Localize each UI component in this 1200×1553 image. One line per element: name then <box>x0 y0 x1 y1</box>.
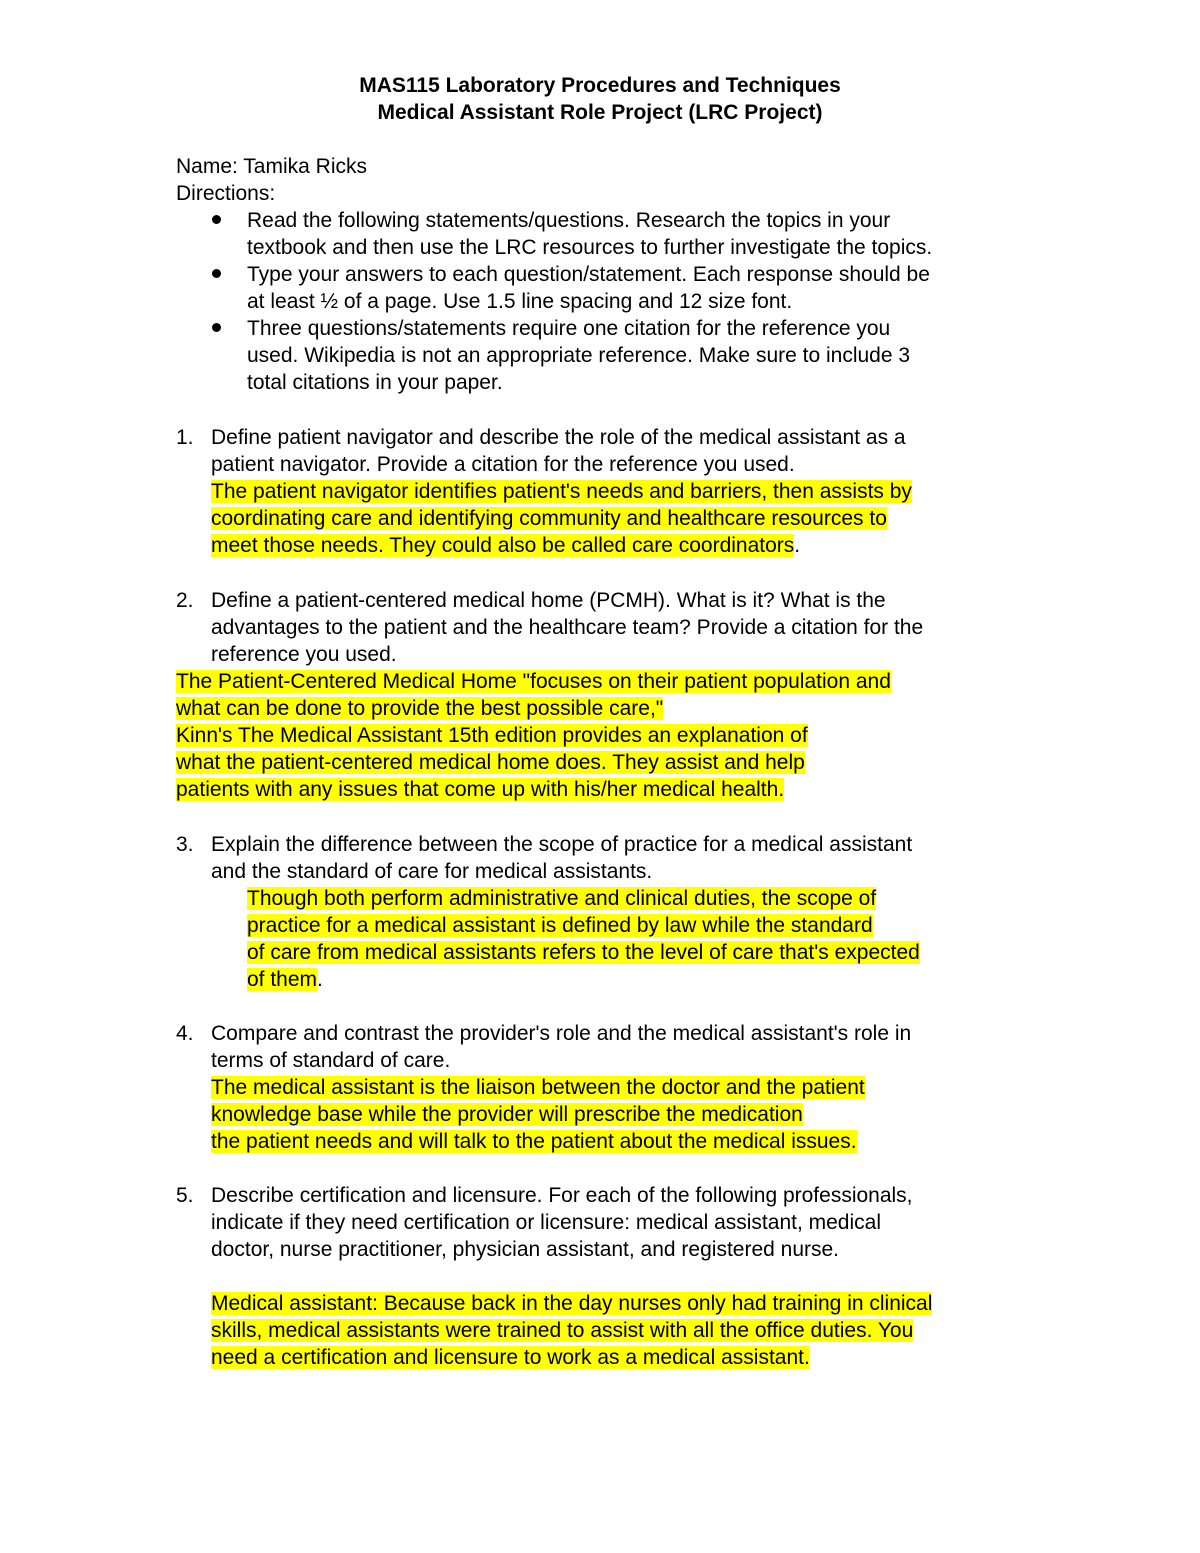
document-subtitle: Medical Assistant Role Project (LRC Project) <box>377 101 823 124</box>
directions-label: Directions: <box>176 182 276 205</box>
answer-tail: . <box>317 968 323 991</box>
answer-highlight: The Patient-Centered Medical Home "focuses on their patient population and <box>176 670 891 693</box>
answer-highlight: what can be done to provide the best possible care," <box>176 697 664 720</box>
bullet-icon <box>212 323 221 332</box>
answer-line <box>176 668 891 695</box>
answer-highlight: Medical assistant: Because back in the day nurses only had training in clinical <box>211 1292 933 1315</box>
bullet-icon <box>212 215 221 224</box>
answer-line <box>176 722 808 749</box>
question-prompt: and the standard of care for medical assistants. <box>211 860 653 883</box>
answer-line <box>176 695 663 722</box>
question-number: 4. <box>176 1022 194 1045</box>
question-prompt: reference you used. <box>211 643 397 666</box>
direction-line: Three questions/statements require one citation for the reference you <box>247 317 891 340</box>
answer-line <box>211 1101 803 1128</box>
question-prompt: Define patient navigator and describe the role of the medical assistant as a <box>211 426 906 449</box>
answer-highlight: skills, medical assistants were trained to assist with all the office duties. You <box>211 1319 914 1342</box>
document-title: MAS115 Laboratory Procedures and Techniques <box>359 74 841 97</box>
answer-highlight: what the patient-centered medical home does. They assist and help <box>176 751 805 774</box>
answer-line <box>211 1128 857 1155</box>
answer-line <box>176 776 784 803</box>
question-prompt: patient navigator. Provide a citation for the reference you used. <box>211 453 795 476</box>
answer-highlight: coordinating care and identifying community and healthcare resources to <box>211 507 887 530</box>
question-prompt: advantages to the patient and the healthcare team? Provide a citation for the <box>211 616 924 639</box>
answer-highlight: the patient needs and will talk to the patient about the medical issues. <box>211 1130 857 1153</box>
question-prompt: Compare and contrast the provider's role and the medical assistant's role in <box>211 1022 912 1045</box>
answer-line <box>211 478 912 505</box>
direction-line: Read the following statements/questions. Research the topics in your <box>247 209 891 232</box>
direction-line: Type your answers to each question/statement. Each response should be <box>247 263 930 286</box>
answer-highlight: knowledge base while the provider will prescribe the medication <box>211 1103 803 1126</box>
answer-highlight: meet those needs. They could also be called care coordinators <box>211 534 795 557</box>
answer-line <box>247 912 873 939</box>
student-name: Name: Tamika Ricks <box>176 155 367 178</box>
answer-tail: . <box>794 534 801 557</box>
direction-line: at least ½ of a page. Use 1.5 line spacing and 12 size font. <box>247 290 793 313</box>
answer-highlight: The medical assistant is the liaison between the doctor and the patient <box>211 1076 865 1099</box>
question-prompt: Explain the difference between the scope of practice for a medical assistant <box>211 833 913 856</box>
answer-line <box>247 966 323 993</box>
answer-highlight: Though both perform administrative and clinical duties, the scope of <box>247 887 877 910</box>
question-number: 5. <box>176 1184 194 1207</box>
direction-line: textbook and then use the LRC resources to further investigate the topics. <box>247 236 933 259</box>
question-number: 2. <box>176 589 194 612</box>
question-number: 3. <box>176 833 194 856</box>
answer-highlight: need a certification and licensure to work as a medical assistant. <box>211 1346 810 1369</box>
bullet-icon <box>212 269 221 278</box>
answer-highlight: patients with any issues that come up with his/her medical health. <box>176 778 785 801</box>
answer-line <box>211 532 800 559</box>
answer-line <box>211 1290 932 1317</box>
answer-line <box>211 1317 913 1344</box>
answer-line <box>211 1344 810 1371</box>
question-number: 1. <box>176 426 194 449</box>
question-prompt: Define a patient-centered medical home (PCMH). What is it? What is the <box>211 589 886 612</box>
direction-line: total citations in your paper. <box>247 371 503 394</box>
question-prompt: indicate if they need certification or licensure: medical assistant, medical <box>211 1211 881 1234</box>
question-prompt: Describe certification and licensure. For each of the following professionals, <box>211 1184 913 1207</box>
answer-line <box>247 939 920 966</box>
answer-line <box>211 1074 865 1101</box>
answer-line <box>247 885 876 912</box>
answer-line <box>176 749 805 776</box>
question-prompt: doctor, nurse practitioner, physician assistant, and registered nurse. <box>211 1238 840 1261</box>
answer-highlight: practice for a medical assistant is defined by law while the standard <box>247 914 873 937</box>
answer-highlight: The patient navigator identifies patient's needs and barriers, then assists by <box>211 480 912 503</box>
question-prompt: terms of standard of care. <box>211 1049 451 1072</box>
direction-line: used. Wikipedia is not an appropriate reference. Make sure to include 3 <box>247 344 911 367</box>
answer-highlight: of them <box>247 968 318 991</box>
answer-line <box>211 505 887 532</box>
answer-highlight: of care from medical assistants refers to the level of care that's expected <box>247 941 920 964</box>
answer-highlight: Kinn's The Medical Assistant 15th edition provides an explanation of <box>176 724 808 747</box>
